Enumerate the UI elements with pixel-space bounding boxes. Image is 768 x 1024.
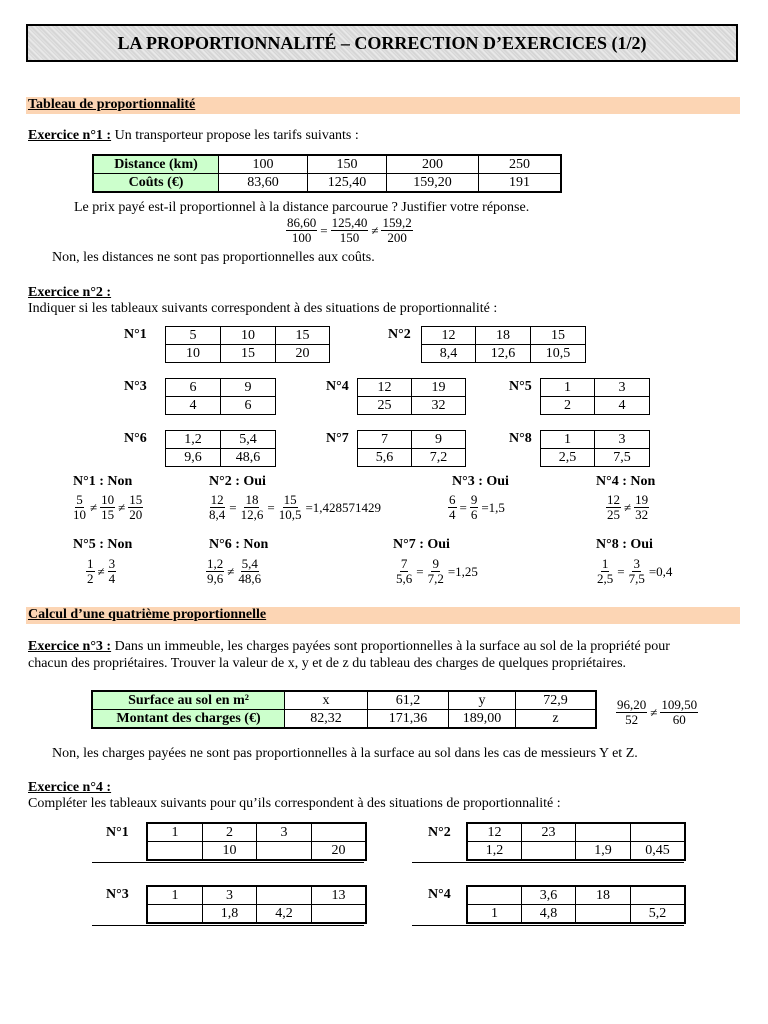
ex4-table-label: N°2 xyxy=(428,825,451,840)
table-cell: 171,36 xyxy=(368,710,449,729)
table-cell: 6 xyxy=(221,397,276,415)
ex2-table-label: N°7 xyxy=(326,431,349,446)
ex1-math: $\frac{86,60}{100}$ = $\frac{125,40}{150}$ ≠ $\frac{159,2}{200}$ xyxy=(287,215,412,245)
ex1-intro: Un transporteur propose les tarifs suivants : xyxy=(111,128,359,143)
table-row xyxy=(541,449,650,467)
table-cell: 12 xyxy=(467,823,522,842)
table-cell: 1 xyxy=(147,886,203,905)
ex2-intro: Indiquer si les tableaux suivants correspondent à des situations de proportionnalité : xyxy=(28,301,498,316)
ex1-question: Le prix payé est-il proportionnel à la distance parcourue ? Justifier votre réponse. xyxy=(74,200,530,215)
ex2-table-5 xyxy=(540,378,650,415)
table-row xyxy=(467,886,685,905)
ex4-table-3 xyxy=(146,885,367,924)
table-cell: 159,20 xyxy=(387,174,479,193)
table-cell xyxy=(522,842,576,861)
table-cell: 2,5 xyxy=(541,449,595,467)
ex2-table-1 xyxy=(165,326,330,363)
ex2-table-2 xyxy=(421,326,586,363)
table-cell: 4,2 xyxy=(257,905,312,924)
ex4-table-label: N°1 xyxy=(106,825,129,840)
table-cell: Coûts (€) xyxy=(93,174,219,193)
ex2-answer-3: N°3 : Oui xyxy=(452,474,509,489)
table-row xyxy=(93,155,561,174)
table-cell: 3 xyxy=(595,431,650,449)
table-cell: 10,5 xyxy=(531,345,586,363)
table-cell: 5,2 xyxy=(631,905,686,924)
table-cell: 1 xyxy=(147,823,203,842)
table-row xyxy=(467,905,685,924)
table-cell: 2 xyxy=(541,397,595,415)
table-row xyxy=(541,431,650,449)
table-cell: 20 xyxy=(312,842,367,861)
table-cell: 2 xyxy=(203,823,257,842)
ex3-heading xyxy=(28,639,748,655)
ex2-eq-1: $\frac{5}{10}$ ≠ $\frac{10}{15}$ ≠ $\frac{15}{20}$ xyxy=(73,492,143,522)
table-cell: 7,5 xyxy=(595,449,650,467)
ex3-label: Exercice n°3 : xyxy=(28,639,112,654)
ex2-table-label: N°5 xyxy=(509,379,532,394)
table-cell xyxy=(576,905,631,924)
ex4-label: Exercice n°4 : xyxy=(28,780,112,795)
table-cell xyxy=(257,842,312,861)
table-row xyxy=(147,886,366,905)
table-cell: 1 xyxy=(541,379,595,397)
table-cell: 1,9 xyxy=(576,842,631,861)
table-cell: 4,8 xyxy=(522,905,576,924)
table-cell: 3,6 xyxy=(522,886,576,905)
table-cell: 3 xyxy=(203,886,257,905)
table-cell: x xyxy=(285,691,368,710)
ex2-answer-6: N°6 : Non xyxy=(209,537,269,552)
table-cell: 9,6 xyxy=(166,449,221,467)
ex2-answer-2: N°2 : Oui xyxy=(209,474,266,489)
table-cell: 48,6 xyxy=(221,449,276,467)
table-cell: 1,2 xyxy=(467,842,522,861)
table-cell: 100 xyxy=(219,155,308,174)
table-row xyxy=(422,345,586,363)
table-cell: 5,4 xyxy=(221,431,276,449)
ex2-table-label: N°4 xyxy=(326,379,349,394)
ex2-table-label: N°3 xyxy=(124,379,147,394)
ex4-table-1 xyxy=(146,822,367,861)
ex2-eq-6: $\frac{1,2}{9,6}$ ≠ $\frac{5,4}{48,6}$ xyxy=(207,556,262,586)
ex2-table-label: N°8 xyxy=(509,431,532,446)
ex2-table-label: N°1 xyxy=(124,327,147,342)
table-row xyxy=(422,327,586,345)
table-cell: 32 xyxy=(412,397,466,415)
ex2-table-6 xyxy=(165,430,276,467)
divider-line xyxy=(92,862,364,863)
table-cell: 1 xyxy=(541,431,595,449)
ex2-table-label: N°2 xyxy=(388,327,411,342)
table-cell: 150 xyxy=(308,155,387,174)
table-cell: 15 xyxy=(531,327,586,345)
table-row xyxy=(147,842,366,861)
ex2-answer-4: N°4 : Non xyxy=(596,474,656,489)
ex4-intro: Compléter les tableaux suivants pour qu’ils correspondent à des situations de proportionnalité : xyxy=(28,796,561,811)
table-cell xyxy=(147,905,203,924)
table-cell xyxy=(467,886,522,905)
table-cell: 18 xyxy=(476,327,531,345)
table-cell: 200 xyxy=(387,155,479,174)
section-title-1: Tableau de proportionnalité xyxy=(28,97,196,112)
table-row xyxy=(166,449,276,467)
table-cell: 20 xyxy=(276,345,330,363)
table-cell: 15 xyxy=(276,327,330,345)
table-cell: 1,8 xyxy=(203,905,257,924)
ex2-eq-7: $\frac{7}{5,6}$ = $\frac{9}{7,2}$ =1,25 xyxy=(396,556,478,586)
page-title: LA PROPORTIONNALITÉ – CORRECTION D’EXERCICES (1/2) xyxy=(117,32,647,53)
table-row xyxy=(358,397,466,415)
table-cell: 10 xyxy=(203,842,257,861)
table-cell: 12 xyxy=(422,327,476,345)
table-cell: 13 xyxy=(312,886,367,905)
table-cell xyxy=(631,823,686,842)
ex1-table xyxy=(92,154,562,193)
table-cell: 12 xyxy=(358,379,412,397)
ex2-table-8 xyxy=(540,430,650,467)
table-row xyxy=(358,431,466,449)
table-row xyxy=(166,397,276,415)
ex1-answer: Non, les distances ne sont pas proportionnelles aux coûts. xyxy=(52,250,375,265)
ex2-eq-4: $\frac{12}{25}$ ≠ $\frac{19}{32}$ xyxy=(607,492,649,522)
ex2-answer-7: N°7 : Oui xyxy=(393,537,450,552)
table-row xyxy=(541,397,650,415)
ex3-table xyxy=(91,690,597,729)
ex4-table-2 xyxy=(466,822,686,861)
table-cell: 12,6 xyxy=(476,345,531,363)
table-row xyxy=(147,905,366,924)
table-cell: 191 xyxy=(479,174,562,193)
ex2-eq-2: $\frac{12}{8,4}$ = $\frac{18}{12,6}$ = $\frac{15}{10,5}$ =1,428571429 xyxy=(209,492,382,522)
table-cell: Surface au sol en m² xyxy=(92,691,285,710)
ex2-table-4 xyxy=(357,378,466,415)
table-cell: 3 xyxy=(257,823,312,842)
page-title-box xyxy=(26,24,738,62)
table-cell: 61,2 xyxy=(368,691,449,710)
table-row xyxy=(358,449,466,467)
table-cell: 250 xyxy=(479,155,562,174)
table-cell: y xyxy=(449,691,516,710)
ex2-table-label: N°6 xyxy=(124,431,147,446)
table-cell: 1 xyxy=(467,905,522,924)
table-row xyxy=(147,823,366,842)
table-row xyxy=(166,431,276,449)
table-cell xyxy=(147,842,203,861)
table-cell xyxy=(257,886,312,905)
table-cell: Montant des charges (€) xyxy=(92,710,285,729)
ex3-intro: Dans un immeuble, les charges payées sont proportionnelles à la surface au sol de la propriété pour xyxy=(111,639,670,654)
ex3-answer: Non, les charges payées ne sont pas proportionnelles à la surface au sol dans les cas de messieurs Y et Z. xyxy=(52,746,638,761)
table-cell: 3 xyxy=(595,379,650,397)
table-cell: 72,9 xyxy=(516,691,597,710)
ex3-math: $\frac{96,20}{52}$ ≠ $\frac{109,50}{60}$ xyxy=(617,697,698,727)
divider-line xyxy=(412,925,684,926)
table-cell: 83,60 xyxy=(219,174,308,193)
ex4-table-4 xyxy=(466,885,686,924)
table-cell: 19 xyxy=(412,379,466,397)
table-cell: 10 xyxy=(221,327,276,345)
table-cell: 0,45 xyxy=(631,842,686,861)
table-cell xyxy=(631,886,686,905)
ex2-heading xyxy=(28,285,111,301)
ex2-table-7 xyxy=(357,430,466,467)
table-cell: 10 xyxy=(166,345,221,363)
table-cell: 8,4 xyxy=(422,345,476,363)
table-cell: 125,40 xyxy=(308,174,387,193)
table-cell: z xyxy=(516,710,597,729)
ex2-eq-8: $\frac{1}{2,5}$ = $\frac{3}{7,5}$ =0,4 xyxy=(597,556,673,586)
table-cell: 4 xyxy=(595,397,650,415)
section-title-2: Calcul d’une quatrième proportionnelle xyxy=(28,607,267,622)
table-cell: 15 xyxy=(221,345,276,363)
ex1-label: Exercice n°1 : xyxy=(28,128,112,143)
divider-line xyxy=(92,925,364,926)
ex2-answer-1: N°1 : Non xyxy=(73,474,133,489)
table-cell: 9 xyxy=(412,431,466,449)
ex2-eq-3: $\frac{6}{4}$ = $\frac{9}{6}$ =1,5 xyxy=(449,492,505,522)
table-row xyxy=(166,379,276,397)
ex2-answer-5: N°5 : Non xyxy=(73,537,133,552)
table-row xyxy=(166,345,330,363)
table-row xyxy=(93,174,561,193)
ex4-table-label: N°4 xyxy=(428,887,451,902)
table-cell: 82,32 xyxy=(285,710,368,729)
ex1-heading xyxy=(28,128,359,144)
ex4-table-label: N°3 xyxy=(106,887,129,902)
table-cell: 4 xyxy=(166,397,221,415)
table-row xyxy=(166,327,330,345)
ex4-heading xyxy=(28,780,111,796)
table-cell: 189,00 xyxy=(449,710,516,729)
table-cell xyxy=(312,823,367,842)
ex2-eq-5: $\frac{1}{2}$ ≠ $\frac{3}{4}$ xyxy=(87,556,116,586)
table-row xyxy=(467,842,685,861)
table-cell: 23 xyxy=(522,823,576,842)
table-cell: 25 xyxy=(358,397,412,415)
table-cell: 1,2 xyxy=(166,431,221,449)
divider-line xyxy=(412,862,684,863)
table-row xyxy=(92,691,596,710)
ex2-table-3 xyxy=(165,378,276,415)
table-cell: Distance (km) xyxy=(93,155,219,174)
table-cell: 7 xyxy=(358,431,412,449)
ex2-label: Exercice n°2 : xyxy=(28,285,112,300)
table-cell: 6 xyxy=(166,379,221,397)
table-cell: 9 xyxy=(221,379,276,397)
table-row xyxy=(92,710,596,729)
table-cell xyxy=(312,905,367,924)
section-header-1 xyxy=(26,97,740,114)
table-cell xyxy=(576,823,631,842)
table-row xyxy=(541,379,650,397)
ex2-answer-8: N°8 : Oui xyxy=(596,537,653,552)
table-cell: 5,6 xyxy=(358,449,412,467)
ex3-intro-2: chacun des propriétaires. Trouver la valeur de x, y et de z du tableau des charges de quelques propriétaires. xyxy=(28,656,627,671)
table-row xyxy=(467,823,685,842)
table-cell: 5 xyxy=(166,327,221,345)
table-cell: 7,2 xyxy=(412,449,466,467)
section-header-2 xyxy=(26,607,740,624)
table-row xyxy=(358,379,466,397)
table-cell: 18 xyxy=(576,886,631,905)
